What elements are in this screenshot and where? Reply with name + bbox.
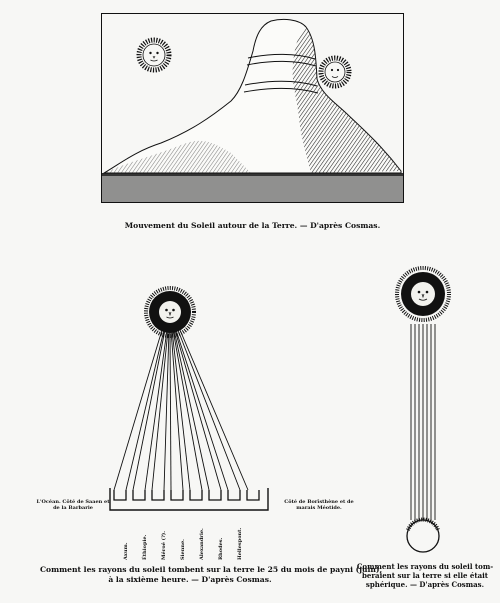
place-label: Sienne. [180, 539, 186, 560]
place-label: Rhodes. [218, 537, 224, 560]
mountain-engraving [101, 13, 404, 203]
right-side-label: Côté de Borîsthène et de marais Méotide. [284, 499, 354, 511]
plate-rays-spherical-earth [390, 262, 460, 558]
plate3-caption: Comment les rayons du soleil tom- beraient sur la terre si elle était sphérique. — D'après Cosmas. [356, 562, 494, 589]
plate1-caption: Mouvement du Soleil autour de la Terre. — D'après Cosmas. [124, 221, 381, 230]
plate-rays-flat-earth [100, 282, 280, 514]
plate-sun-around-earth [101, 13, 404, 203]
sun-icon [397, 268, 449, 320]
place-label: Éthiopie. [142, 534, 148, 560]
left-side-label: L'Océan. Côté de Saaen et de la Barbarie [36, 499, 110, 511]
place-label: Hellespont. [237, 527, 243, 560]
spherical-diagram [390, 262, 460, 558]
place-label: Méroé (?). [161, 530, 167, 560]
plate2-caption: Comment les rayons du soleil tombent sur la terre le 25 du mois de payni (juin), à la sixième heure. — D'après Cosmas. [40, 565, 383, 584]
earth-globe [407, 520, 439, 552]
place-label: Alexandrie. [199, 528, 205, 560]
place-label: Axum. [123, 542, 129, 560]
rays-diagram [100, 282, 280, 514]
sun-icon [146, 288, 194, 336]
